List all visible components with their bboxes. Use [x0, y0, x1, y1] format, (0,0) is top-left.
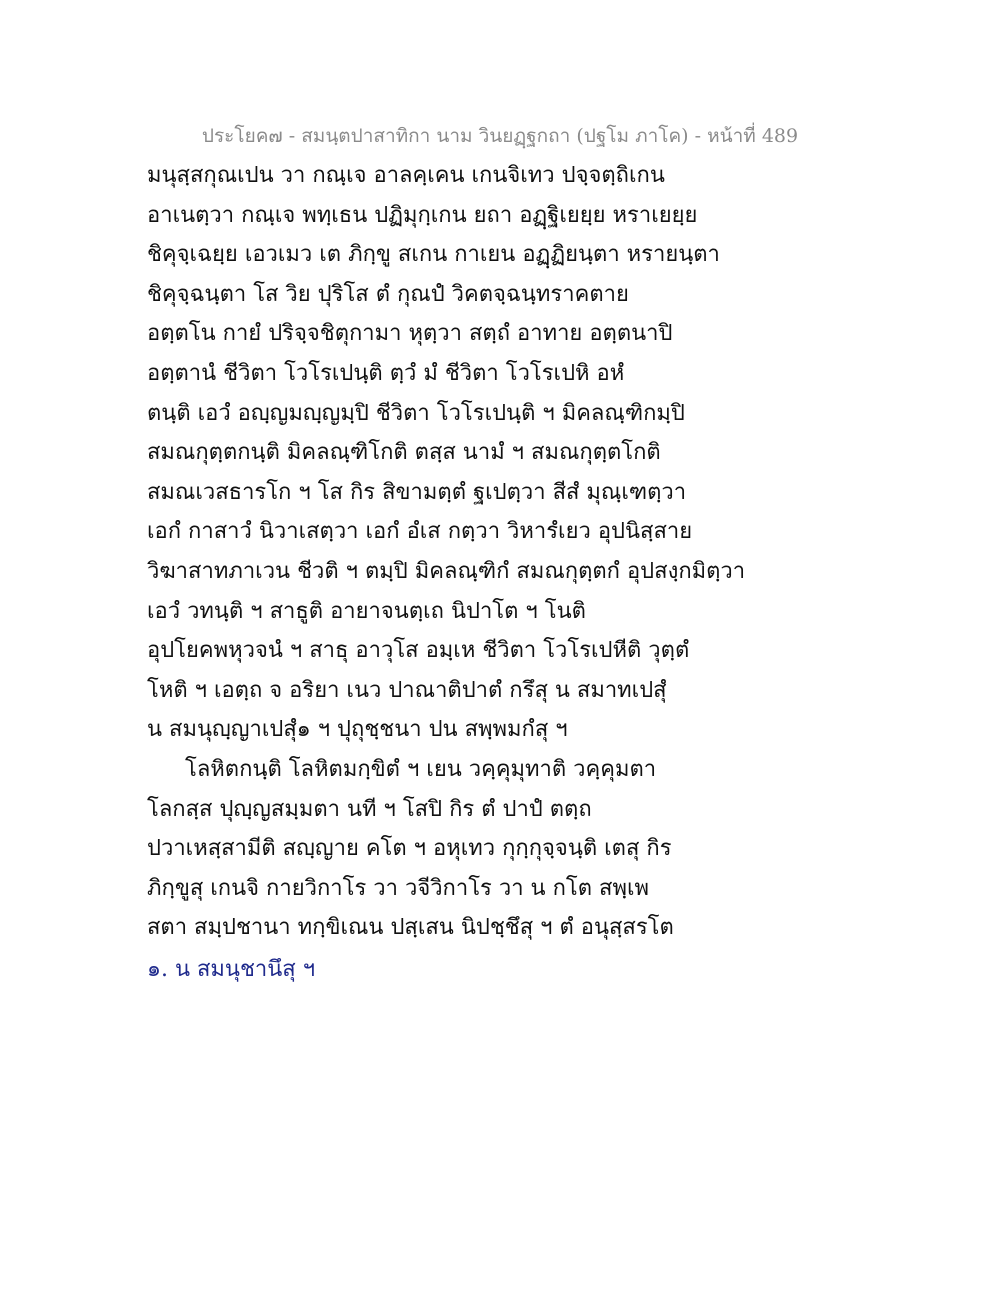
- paragraph-start-line: โลหิตกนฺติ โลหิตมกฺขิตํ ฯ เยน วคฺคุมุทาติ วคฺคุมตา: [185, 756, 657, 782]
- text-line: อาเนตฺวา กณฺเจ พทฺเธน ปฏิมุกฺเกน ยถา อฏฺฐิเยยฺย หราเยยฺย: [147, 202, 698, 228]
- page-header: ประโยค๗ - สมนฺตปาสาทิกา นาม วินยฏฺฐกถา (ปฐโม ภาโค) - หน้าที่ 489: [201, 125, 799, 147]
- text-line: โหติ ฯ เอตฺถ จ อริยา เนว ปาณาติปาตํ กรึสุ น สมาทเปสุํ: [147, 677, 667, 703]
- text-line: อุปโยคพหุวจนํ ฯ สาธุ อาวุโส อมฺเห ชีวิตา โวโรเปหีติ วุตฺตํ: [147, 638, 690, 664]
- text-line: ชิคุจฺฉนฺตา โส วิย ปุริโส ตํ กุณปํ วิคตจฺฉนฺทราคตาย: [147, 281, 629, 307]
- footnote: ๑. น สมนุชานึสุ ฯ: [147, 957, 316, 982]
- text-line: ตนฺติ เอวํ อญฺญมญฺญมฺปิ ชีวิตา โวโรเปนฺติ ฯ มิคลณฺฑิกมฺปิ: [147, 400, 685, 426]
- text-line: เอกํ กาสาวํ นิวาเสตฺวา เอกํ อํเส กตฺวา วิหารํเยว อุปนิสฺสาย: [147, 519, 693, 545]
- text-line: โลกสฺส ปุญฺญสมฺมตา นที ฯ โสปิ กิร ตํ ปาปํ ตตฺถ: [147, 796, 592, 822]
- text-line: เอวํ วทนฺติ ฯ สาธูติ อายาจนตฺเถ นิปาโต ฯ โนติ: [147, 598, 586, 624]
- text-line: สมณกุตฺตกนฺติ มิคลณฺฑิโกติ ตสฺส นามํ ฯ สมณกุตฺตโกติ: [147, 440, 661, 466]
- text-line: ปวาเหสฺสามีติ สญฺญาย คโต ฯ อหุเทว กุกฺกุจฺจนฺติ เตสุ กิร: [147, 836, 672, 862]
- text-line: อตฺตโน กายํ ปริจฺจชิตุกามา หุตฺวา สตฺถํ อาทาย อตฺตนาปิ: [147, 321, 673, 347]
- text-line: ภิกฺขูสุ เกนจิ กายวิกาโร วา วจีวิกาโร วา น กโต สพฺเพ: [147, 875, 649, 901]
- text-line: น สมนุญฺญาเปสุํ๑ ฯ ปุถุชฺชนา ปน สพฺพมกํสุ ฯ: [147, 717, 568, 743]
- body-text: [147, 156, 867, 948]
- text-line: มนุสฺสกุณเปน วา กณฺเจ อาลคฺเคน เกนจิเทว ปจฺจตฺถิเกน: [147, 163, 665, 188]
- text-line: สมณเวสธารโก ฯ โส กิร สิขามตฺตํ ฐเปตฺวา สีสํ มุณฺเฑตฺวา: [147, 479, 687, 505]
- text-line: วิฆาสาทภาเวน ชีวติ ฯ ตมฺปิ มิคลณฺฑิกํ สมณกุตฺตกํ อุปสงฺกมิตฺวา: [147, 558, 746, 584]
- text-line: อตฺตานํ ชีวิตา โวโรเปนฺติ ตฺวํ มํ ชีวิตา โวโรเปหิ อหํ: [147, 360, 625, 386]
- text-line: ชิคุจฺเฉยฺย เอวเมว เต ภิกฺขู สเกน กาเยน อฏฺฏิยนฺตา หรายนฺตา: [147, 242, 720, 268]
- text-line: สตา สมฺปชานา ทกฺขิเณน ปสฺเสน นิปชฺชึสุ ฯ ตํ อนุสฺสรโต: [147, 915, 674, 941]
